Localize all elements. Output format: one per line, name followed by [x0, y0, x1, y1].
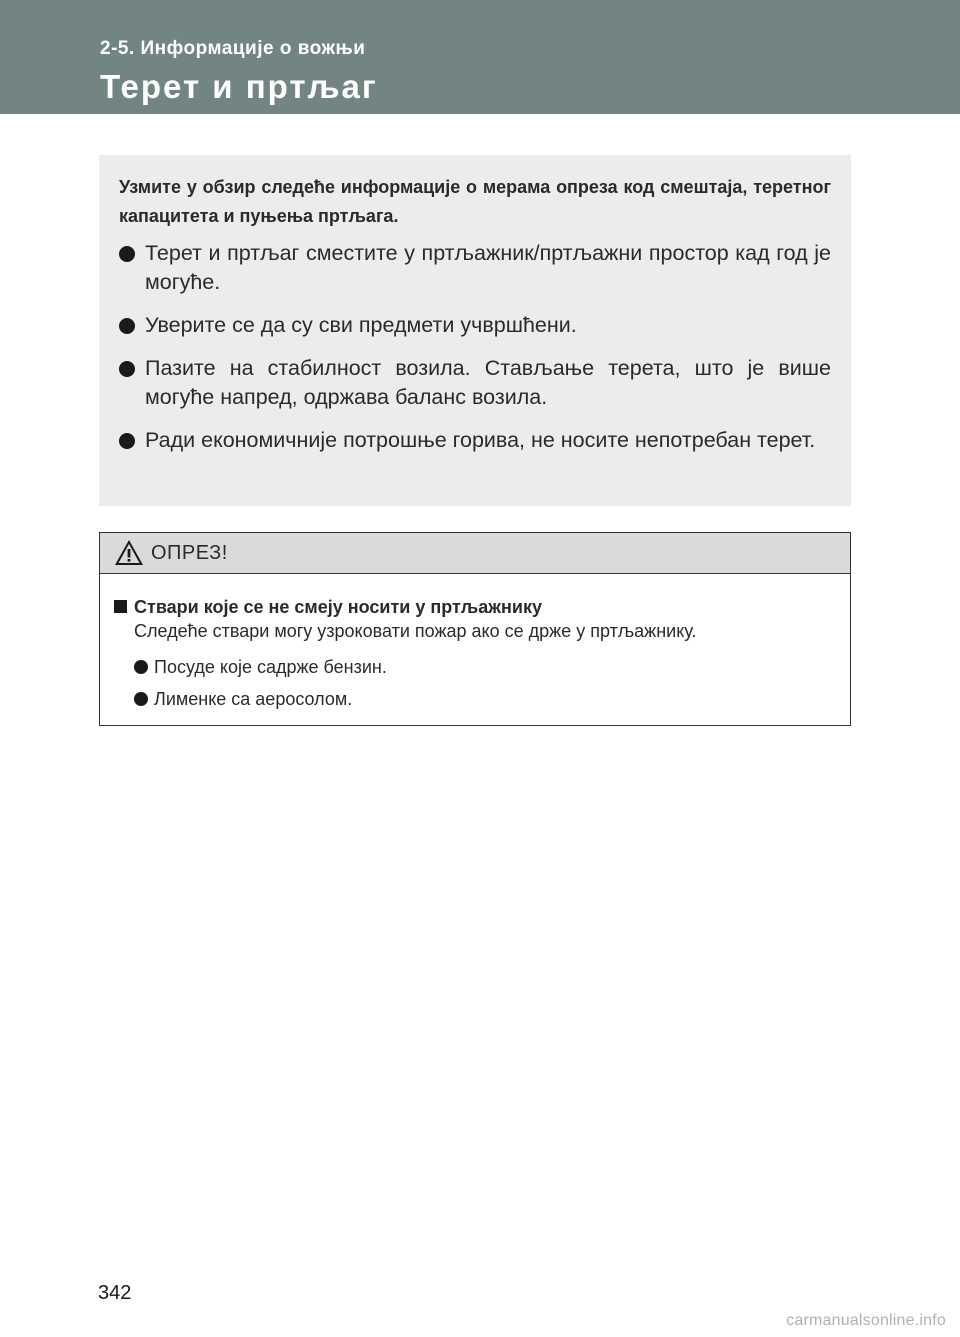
caution-heading [112, 595, 838, 619]
page-number: 342 [98, 1282, 132, 1304]
caution-list-item [112, 655, 838, 679]
page-title: Терет и пртљаг [100, 68, 378, 105]
square-bullet-icon [114, 600, 127, 613]
caution-item-text: Лименке са аеросолом. [154, 689, 353, 709]
info-bullet-text: Уверите се да су сви предмети учвршћени. [145, 313, 577, 337]
bullet-icon [134, 692, 148, 706]
info-bullet-text: Пазите на стабилност возила. Стављање терета, што је више могуће напред, одржава баланс возила. [145, 356, 831, 409]
info-bullet-item [119, 311, 831, 340]
info-intro: Узмите у обзир следеће информације о мерама опреза код смештаја, теретног капацитета и пуњења пртљага. [119, 177, 831, 226]
bullet-icon [119, 433, 135, 449]
warning-triangle-icon [114, 539, 144, 566]
info-box [99, 155, 851, 506]
info-bullet-text: Ради економичније потрошње горива, не носите непотребан терет. [145, 428, 816, 452]
caution-item-text: Посуде које садрже бензин. [154, 657, 387, 677]
watermark: carmanualsonline.info [786, 1312, 946, 1329]
bullet-icon [134, 660, 148, 674]
info-bullet-item [119, 239, 831, 297]
caution-box [99, 532, 851, 726]
info-bullet-text: Терет и пртљаг сместите у пртљажник/пртљажни простор кад год је могуће. [145, 241, 831, 294]
bullet-icon [119, 361, 135, 377]
caution-title: ОПРЕЗ! [151, 542, 228, 564]
page-header [0, 0, 960, 114]
caution-body [100, 574, 850, 711]
caution-text: Следеће ствари могу узроковати пожар ако се држе у пртљажнику. [134, 621, 697, 641]
caution-header [100, 533, 850, 574]
bullet-icon [119, 246, 135, 262]
bullet-icon [119, 318, 135, 334]
info-bullet-item [119, 354, 831, 412]
info-bullet-item [119, 426, 831, 455]
section-label: 2-5. Информације о вожњи [100, 38, 366, 59]
caution-list-item [112, 687, 838, 711]
caution-heading-text: Ствари које се не смеју носити у пртљажнику [134, 597, 542, 617]
